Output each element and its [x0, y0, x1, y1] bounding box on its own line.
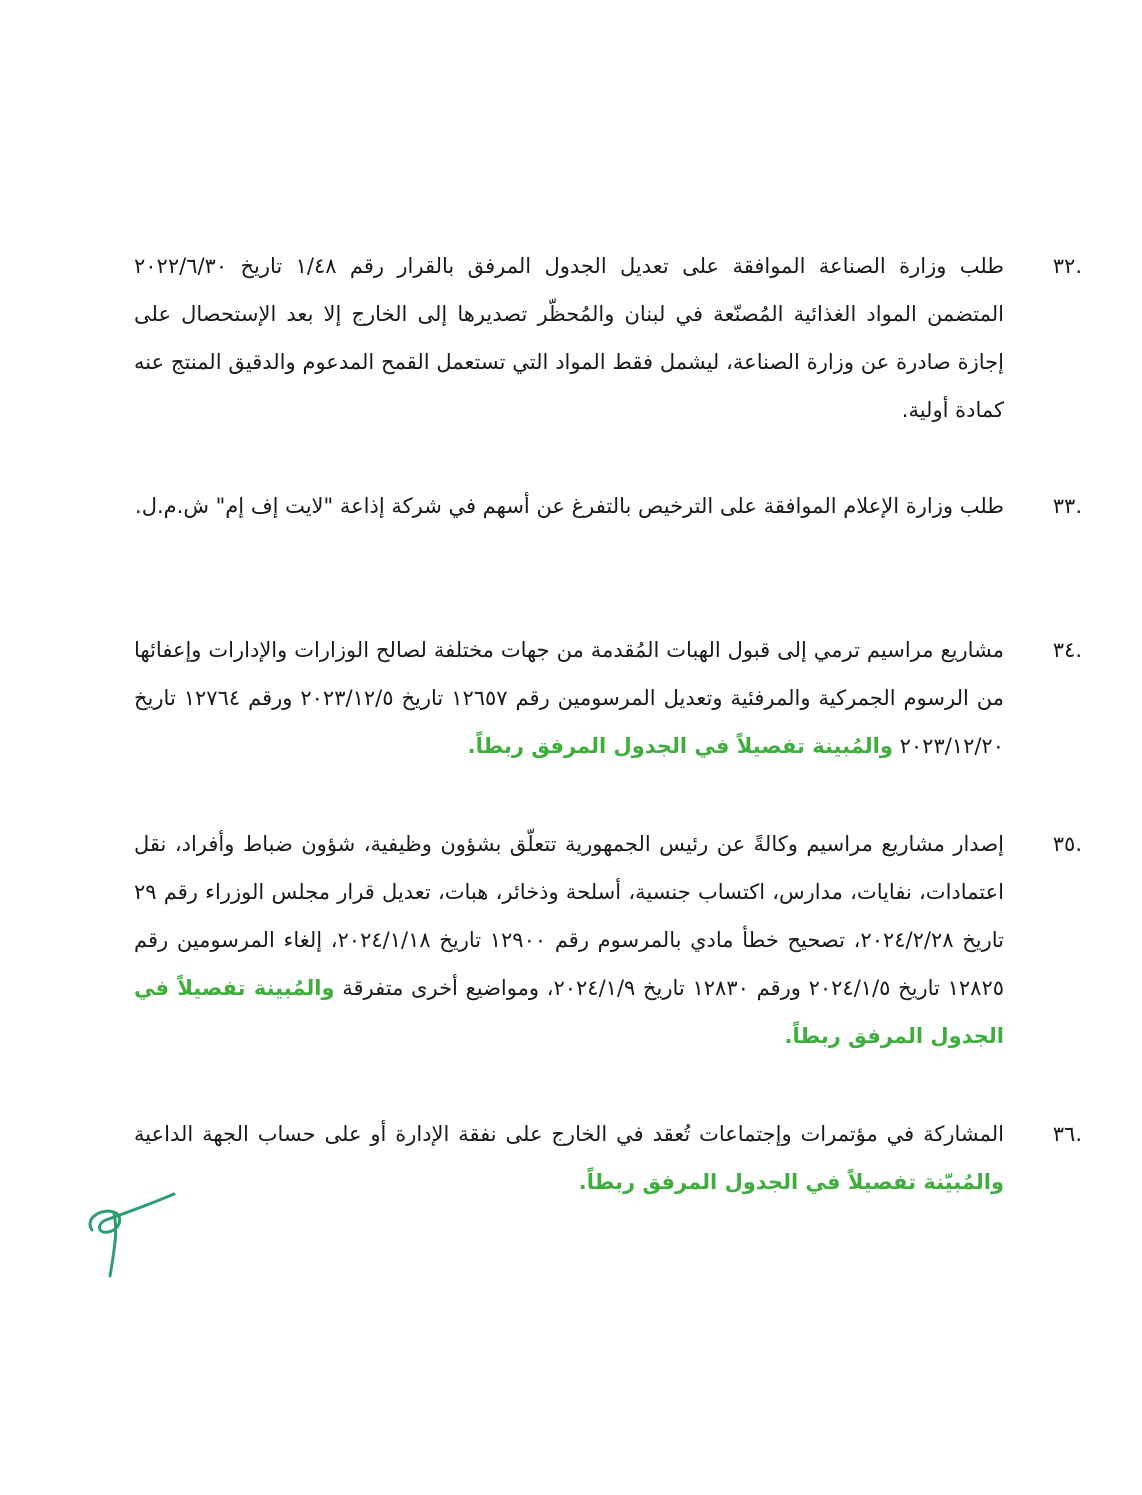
item-highlight: والمُبينة تفصيلاً في الجدول المرفق ربطاً. [467, 734, 893, 758]
item-text: إصدار مشاريع مراسيم وكالةً عن رئيس الجمهورية تتعلّق بشؤون وظيفية، شؤون ضباط وأفراد، نقل اعتمادات، نفايات، مدارس، اكتساب جنسية، أسلحة وذخائر، هبات، تعديل قرار مجلس الوزراء رقم ٢٩ تاريخ ٢٠٢٤/٢/٢٨، تصحيح خطأ مادي بالمرسوم رقم ١٢٩٠٠ تاريخ ٢٠٢٤/١/١٨، إلغاء المرسومين رقم ١٢٨٢٥ تاريخ ٢٠٢٤/١/٥ ورقم ١٢٨٣٠ تاريخ ٢٠٢٤/١/٩، ومواضيع أخرى متفرقة [134, 832, 1005, 1000]
list-item-33 [134, 482, 1082, 530]
item-text: مشاريع مراسيم ترمي إلى قبول الهبات المُقدمة من جهات مختلفة لصالح الوزارات والإدارات وإعفائها من الرسوم الجمركية والمرفئية وتعديل المرسومين رقم ١٢٦٥٧ تاريخ ٢٠٢٣/١٢/٥ ورقم ١٢٧٦٤ تاريخ ٢٠٢٣/١٢/٢٠ [134, 638, 1004, 758]
item-number: ٣٢. [1052, 254, 1082, 278]
item-highlight: والمُبينة تفصيلاً في الجدول المرفق ربطاً. [134, 976, 1004, 1048]
item-text: المشاركة في مؤتمرات وإجتماعات تُعقد في الخارج على نفقة الإدارة أو على حساب الجهة الداعية [134, 1122, 1004, 1146]
list-item-35 [134, 820, 1082, 1060]
item-text: طلب وزارة الصناعة الموافقة على تعديل الجدول المرفق بالقرار رقم ١/٤٨ تاريخ ٢٠٢٢/٦/٣٠ المتضمن المواد الغذائية المُصنّعة في لبنان والمُحظّر تصديرها إلى الخارج إلا بعد الإستحصال على إجازة صادرة عن وزارة الصناعة، ليشمل فقط المواد التي تستعمل القمح المدعوم والدقيق المنتج عنه كمادة أولية. [134, 254, 1004, 422]
list-item-32 [134, 242, 1082, 434]
signature-icon [80, 1190, 190, 1280]
item-highlight: والمُبيّنة تفصيلاً في الجدول المرفق ربطاً. [578, 1170, 1004, 1194]
list-item-36 [134, 1110, 1082, 1206]
item-text: طلب وزارة الإعلام الموافقة على الترخيص بالتفرغ عن أسهم في شركة إذاعة "لايت إف إم" ش.م.ل. [135, 494, 1004, 518]
item-number: ٣٤. [1052, 638, 1082, 662]
item-number: ٣٥. [1052, 832, 1082, 856]
item-number: ٣٣. [1052, 494, 1082, 518]
item-number: ٣٦. [1052, 1122, 1082, 1146]
list-item-34 [134, 626, 1082, 770]
